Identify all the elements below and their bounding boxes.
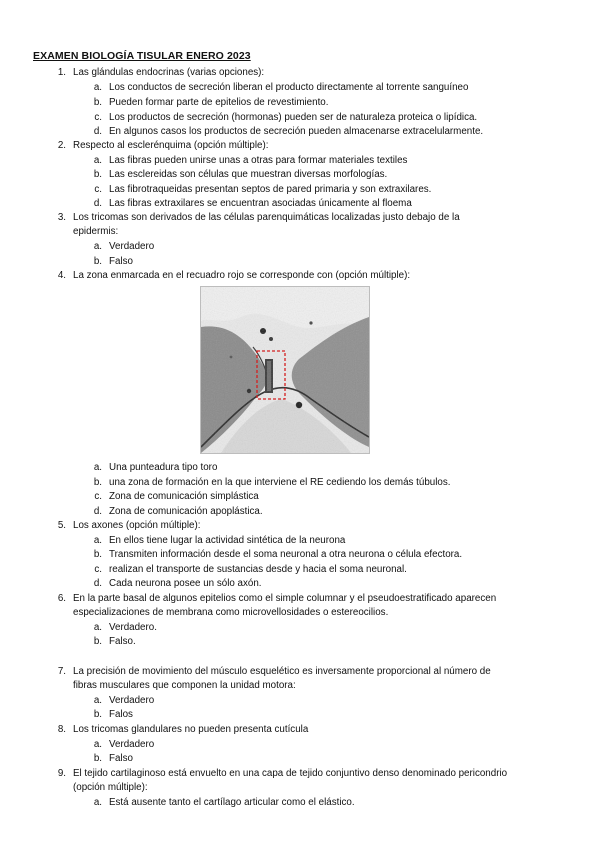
option-letter: d. xyxy=(93,506,102,517)
question-text-cont: especializaciones de membrana como microvellosidades o estereocilios. xyxy=(73,607,389,618)
option-text: Cada neurona posee un sólo axón. xyxy=(109,578,262,589)
option-text: Los conductos de secreción liberan el producto directamente al torrente sanguíneo xyxy=(109,82,469,93)
question-text: El tejido cartilaginoso está envuelto en una capa de tejido conjuntivo denso denominado pericondrio xyxy=(73,768,508,779)
option-text: Verdadero xyxy=(109,241,155,252)
question-text: En la parte basal de algunos epitelios como el simple columnar y el pseudoestratificado aparecen xyxy=(73,593,497,604)
option-text: Verdadero xyxy=(109,695,155,706)
micrograph-figure xyxy=(200,286,370,454)
option-text: Verdadero xyxy=(109,739,155,750)
question-text: Las glándulas endocrinas (varias opciones): xyxy=(73,67,265,78)
question-number: 2. xyxy=(57,140,66,151)
option-text: Zona de comunicación apoplástica. xyxy=(109,506,263,517)
option-text: una zona de formación en la que interviene el RE cediendo los demás túbulos. xyxy=(109,477,451,488)
exam-title: EXAMEN BIOLOGÍA TISULAR ENERO 2023 xyxy=(33,50,251,62)
option-text: En ellos tiene lugar la actividad sintética de la neurona xyxy=(109,535,346,546)
option-text: Zona de comunicación simplástica xyxy=(109,491,259,502)
option-letter: c. xyxy=(94,112,102,123)
option-text: Falso xyxy=(109,256,133,267)
option-letter: a. xyxy=(93,82,102,93)
option-letter: c. xyxy=(94,564,102,575)
option-text: Transmiten información desde el soma neuronal a otra neurona o célula efectora. xyxy=(109,549,463,560)
option-letter: a. xyxy=(93,622,102,633)
option-letter: b. xyxy=(93,169,102,180)
option-text: Falos xyxy=(109,709,133,720)
option-text: Las esclereidas son células que muestran diversas morfologías. xyxy=(109,169,388,180)
micrograph-image xyxy=(201,287,369,453)
question-text-cont: (opción múltiple): xyxy=(73,782,148,793)
option-letter: b. xyxy=(93,549,102,560)
question-text-cont: fibras musculares que componen la unidad motora: xyxy=(73,680,296,691)
option-letter: b. xyxy=(93,477,102,488)
option-text: Las fibras extraxilares se encuentran asociadas únicamente al floema xyxy=(109,198,412,209)
option-letter: d. xyxy=(93,198,102,209)
option-text: realizan el transporte de sustancias desde y hacia el soma neuronal. xyxy=(109,564,407,575)
question-text-cont: epidermis: xyxy=(73,226,119,237)
option-letter: b. xyxy=(93,256,102,267)
option-text: Falso xyxy=(109,753,133,764)
option-letter: d. xyxy=(93,126,102,137)
option-letter: a. xyxy=(93,241,102,252)
question-number: 7. xyxy=(57,666,66,677)
question-number: 3. xyxy=(57,212,66,223)
option-letter: a. xyxy=(93,739,102,750)
question-text: Respecto al esclerénquima (opción múltiple): xyxy=(73,140,269,151)
question-number: 6. xyxy=(57,593,66,604)
question-text: Los axones (opción múltiple): xyxy=(73,520,201,531)
option-text: Verdadero. xyxy=(109,622,157,633)
question-number: 9. xyxy=(57,768,66,779)
question-number: 1. xyxy=(57,67,66,78)
option-letter: a. xyxy=(93,797,102,808)
option-letter: a. xyxy=(93,695,102,706)
option-letter: b. xyxy=(93,636,102,647)
option-letter: a. xyxy=(93,155,102,166)
option-text: Una punteadura tipo toro xyxy=(109,462,218,473)
option-text: Los productos de secreción (hormonas) pueden ser de naturaleza proteica o lipídica. xyxy=(109,112,478,123)
option-letter: a. xyxy=(93,462,102,473)
option-text: Pueden formar parte de epitelios de revestimiento. xyxy=(109,97,329,108)
option-text: Está ausente tanto el cartílago articular como el elástico. xyxy=(109,797,355,808)
question-text: La precisión de movimiento del músculo esquelético es inversamente proporcional al número de xyxy=(73,666,491,677)
option-letter: d. xyxy=(93,578,102,589)
option-text: En algunos casos los productos de secreción pueden almacenarse extracelularmente. xyxy=(109,126,484,137)
option-letter: c. xyxy=(94,491,102,502)
option-letter: a. xyxy=(93,535,102,546)
question-text: La zona enmarcada en el recuadro rojo se corresponde con (opción múltiple): xyxy=(73,270,411,281)
option-text: Falso. xyxy=(109,636,136,647)
option-letter: b. xyxy=(93,753,102,764)
question-text: Los tricomas glandulares no pueden presenta cutícula xyxy=(73,724,309,735)
option-letter: b. xyxy=(93,97,102,108)
option-text: Las fibrotraqueidas presentan septos de pared primaria y son extraxilares. xyxy=(109,184,432,195)
option-letter: b. xyxy=(93,709,102,720)
option-text: Las fibras pueden unirse unas a otras para formar materiales textiles xyxy=(109,155,408,166)
question-number: 5. xyxy=(57,520,66,531)
question-number: 4. xyxy=(57,270,66,281)
question-text: Los tricomas son derivados de las células parenquimáticas localizadas justo debajo de la xyxy=(73,212,460,223)
question-number: 8. xyxy=(57,724,66,735)
option-letter: c. xyxy=(94,184,102,195)
